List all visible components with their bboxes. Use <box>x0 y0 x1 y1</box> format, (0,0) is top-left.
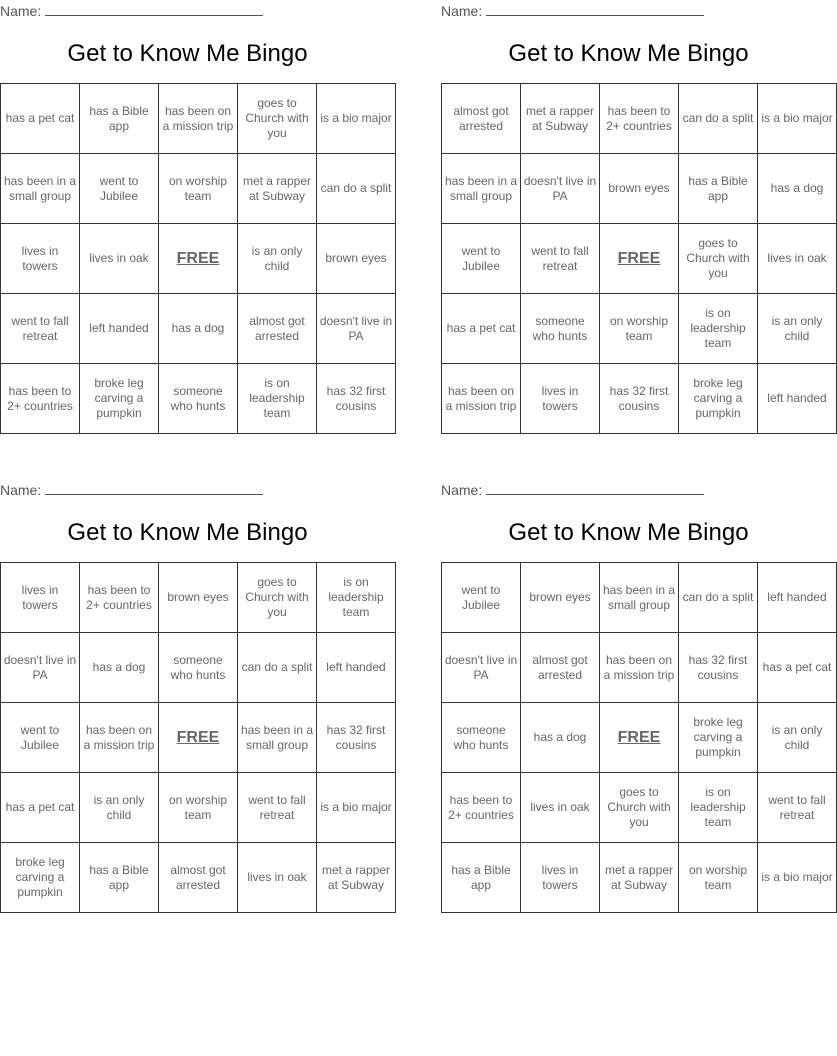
bingo-cell: has a pet cat <box>442 294 521 364</box>
bingo-cell: left handed <box>758 563 837 633</box>
bingo-cell: lives in oak <box>238 843 317 913</box>
grid-row <box>1 703 396 773</box>
bingo-cell: broke leg carving a pumpkin <box>679 364 758 434</box>
bingo-cell: has been to 2+ countries <box>1 364 80 434</box>
bingo-cell: left handed <box>80 294 159 364</box>
bingo-cell: is a bio major <box>758 84 837 154</box>
bingo-cell: has a Bible app <box>679 154 758 224</box>
name-field <box>45 2 263 16</box>
grid-row <box>1 633 396 703</box>
grid-row <box>442 154 837 224</box>
grid-row <box>442 843 837 913</box>
bingo-cell: is on leadership team <box>679 294 758 364</box>
bingo-cell: went to fall retreat <box>238 773 317 843</box>
grid-row <box>442 294 837 364</box>
bingo-cell: brown eyes <box>600 154 679 224</box>
bingo-cell: has a Bible app <box>80 843 159 913</box>
name-label: Name: <box>441 3 483 19</box>
bingo-cell: someone who hunts <box>521 294 600 364</box>
free-space: FREE <box>159 703 238 773</box>
bingo-cell: is an only child <box>758 703 837 773</box>
bingo-cell: has been to 2+ countries <box>442 773 521 843</box>
bingo-cell: has been to 2+ countries <box>80 563 159 633</box>
bingo-cell: brown eyes <box>317 224 396 294</box>
bingo-grid <box>441 562 837 913</box>
bingo-cell: lives in oak <box>521 773 600 843</box>
name-field <box>45 481 263 495</box>
grid-row <box>442 703 837 773</box>
bingo-cell: goes to Church with you <box>238 563 317 633</box>
bingo-cell: has a Bible app <box>80 84 159 154</box>
bingo-cell: has 32 first cousins <box>679 633 758 703</box>
grid-row <box>442 84 837 154</box>
bingo-cell: is on leadership team <box>679 773 758 843</box>
bingo-cell: doesn't live in PA <box>1 633 80 703</box>
bingo-cell: met a rapper at Subway <box>238 154 317 224</box>
bingo-cell: broke leg carving a pumpkin <box>1 843 80 913</box>
bingo-cell: brown eyes <box>521 563 600 633</box>
bingo-cell: left handed <box>317 633 396 703</box>
free-space: FREE <box>159 224 238 294</box>
bingo-cell: someone who hunts <box>159 364 238 434</box>
grid-row <box>442 563 837 633</box>
bingo-cell: on worship team <box>159 154 238 224</box>
bingo-cell: has a pet cat <box>1 84 80 154</box>
bingo-cell: has a dog <box>159 294 238 364</box>
bingo-cell: can do a split <box>679 84 758 154</box>
bingo-cell: doesn't live in PA <box>317 294 396 364</box>
bingo-cell: is a bio major <box>317 84 396 154</box>
grid-row <box>442 364 837 434</box>
bingo-cell: has 32 first cousins <box>317 703 396 773</box>
bingo-cell: has been in a small group <box>1 154 80 224</box>
bingo-cell: has been on a mission trip <box>80 703 159 773</box>
bingo-cell: has been on a mission trip <box>159 84 238 154</box>
free-space: FREE <box>600 224 679 294</box>
bingo-cell: has 32 first cousins <box>317 364 396 434</box>
bingo-cell: left handed <box>758 364 837 434</box>
bingo-cell: has been in a small group <box>238 703 317 773</box>
name-line <box>0 481 263 498</box>
grid-row <box>442 224 837 294</box>
bingo-cell: lives in towers <box>521 843 600 913</box>
bingo-cell: lives in oak <box>758 224 837 294</box>
bingo-cell: is an only child <box>758 294 837 364</box>
bingo-cell: doesn't live in PA <box>521 154 600 224</box>
bingo-cell: on worship team <box>600 294 679 364</box>
grid-row <box>1 563 396 633</box>
bingo-cell: can do a split <box>238 633 317 703</box>
bingo-cell: brown eyes <box>159 563 238 633</box>
card-title: Get to Know Me Bingo <box>508 519 749 546</box>
grid-row <box>1 84 396 154</box>
bingo-grid <box>0 83 396 434</box>
bingo-cell: has a Bible app <box>442 843 521 913</box>
bingo-cell: went to fall retreat <box>1 294 80 364</box>
bingo-cell: doesn't live in PA <box>442 633 521 703</box>
grid-row <box>1 773 396 843</box>
bingo-grid <box>441 83 837 434</box>
bingo-cell: almost got arrested <box>521 633 600 703</box>
bingo-grid <box>0 562 396 913</box>
bingo-cell: has a dog <box>758 154 837 224</box>
bingo-cell: has been on a mission trip <box>442 364 521 434</box>
bingo-cell: met a rapper at Subway <box>317 843 396 913</box>
bingo-cell: went to Jubilee <box>80 154 159 224</box>
bingo-cell: met a rapper at Subway <box>521 84 600 154</box>
grid-row <box>1 843 396 913</box>
bingo-cell: is on leadership team <box>238 364 317 434</box>
name-line <box>441 2 704 19</box>
bingo-cell: almost got arrested <box>442 84 521 154</box>
bingo-cell: has a pet cat <box>758 633 837 703</box>
bingo-cell: someone who hunts <box>159 633 238 703</box>
bingo-cell: has 32 first cousins <box>600 364 679 434</box>
card-title: Get to Know Me Bingo <box>67 40 308 67</box>
name-label: Name: <box>441 482 483 498</box>
bingo-cell: went to Jubilee <box>1 703 80 773</box>
bingo-cell: is a bio major <box>758 843 837 913</box>
bingo-cell: almost got arrested <box>159 843 238 913</box>
bingo-cell: is an only child <box>80 773 159 843</box>
bingo-cell: is on leadership team <box>317 563 396 633</box>
grid-row <box>1 224 396 294</box>
name-field <box>486 481 704 495</box>
bingo-cell: goes to Church with you <box>679 224 758 294</box>
card-title: Get to Know Me Bingo <box>67 519 308 546</box>
bingo-cell: can do a split <box>679 563 758 633</box>
bingo-cell: someone who hunts <box>442 703 521 773</box>
bingo-cell: lives in oak <box>80 224 159 294</box>
card-title: Get to Know Me Bingo <box>508 40 749 67</box>
name-label: Name: <box>0 3 42 19</box>
bingo-cell: goes to Church with you <box>600 773 679 843</box>
bingo-cell: on worship team <box>159 773 238 843</box>
bingo-cell: lives in towers <box>1 563 80 633</box>
grid-row <box>442 773 837 843</box>
bingo-cell: broke leg carving a pumpkin <box>679 703 758 773</box>
bingo-cell: has a dog <box>521 703 600 773</box>
bingo-cell: has a pet cat <box>1 773 80 843</box>
bingo-cell: lives in towers <box>1 224 80 294</box>
bingo-cell: lives in towers <box>521 364 600 434</box>
bingo-cell: goes to Church with you <box>238 84 317 154</box>
bingo-cell: can do a split <box>317 154 396 224</box>
bingo-cell: on worship team <box>679 843 758 913</box>
grid-row <box>1 154 396 224</box>
bingo-cell: has been in a small group <box>600 563 679 633</box>
grid-row <box>1 294 396 364</box>
bingo-cell: broke leg carving a pumpkin <box>80 364 159 434</box>
bingo-cell: went to fall retreat <box>521 224 600 294</box>
name-field <box>486 2 704 16</box>
bingo-cell: has been to 2+ countries <box>600 84 679 154</box>
name-line <box>441 481 704 498</box>
free-space: FREE <box>600 703 679 773</box>
bingo-cell: is a bio major <box>317 773 396 843</box>
grid-row <box>442 633 837 703</box>
bingo-cell: has been in a small group <box>442 154 521 224</box>
name-label: Name: <box>0 482 42 498</box>
bingo-cell: is an only child <box>238 224 317 294</box>
bingo-cell: went to Jubilee <box>442 563 521 633</box>
bingo-cell: almost got arrested <box>238 294 317 364</box>
bingo-cell: met a rapper at Subway <box>600 843 679 913</box>
bingo-cell: went to fall retreat <box>758 773 837 843</box>
name-line <box>0 2 263 19</box>
bingo-cell: went to Jubilee <box>442 224 521 294</box>
bingo-cell: has a dog <box>80 633 159 703</box>
bingo-cell: has been on a mission trip <box>600 633 679 703</box>
grid-row <box>1 364 396 434</box>
